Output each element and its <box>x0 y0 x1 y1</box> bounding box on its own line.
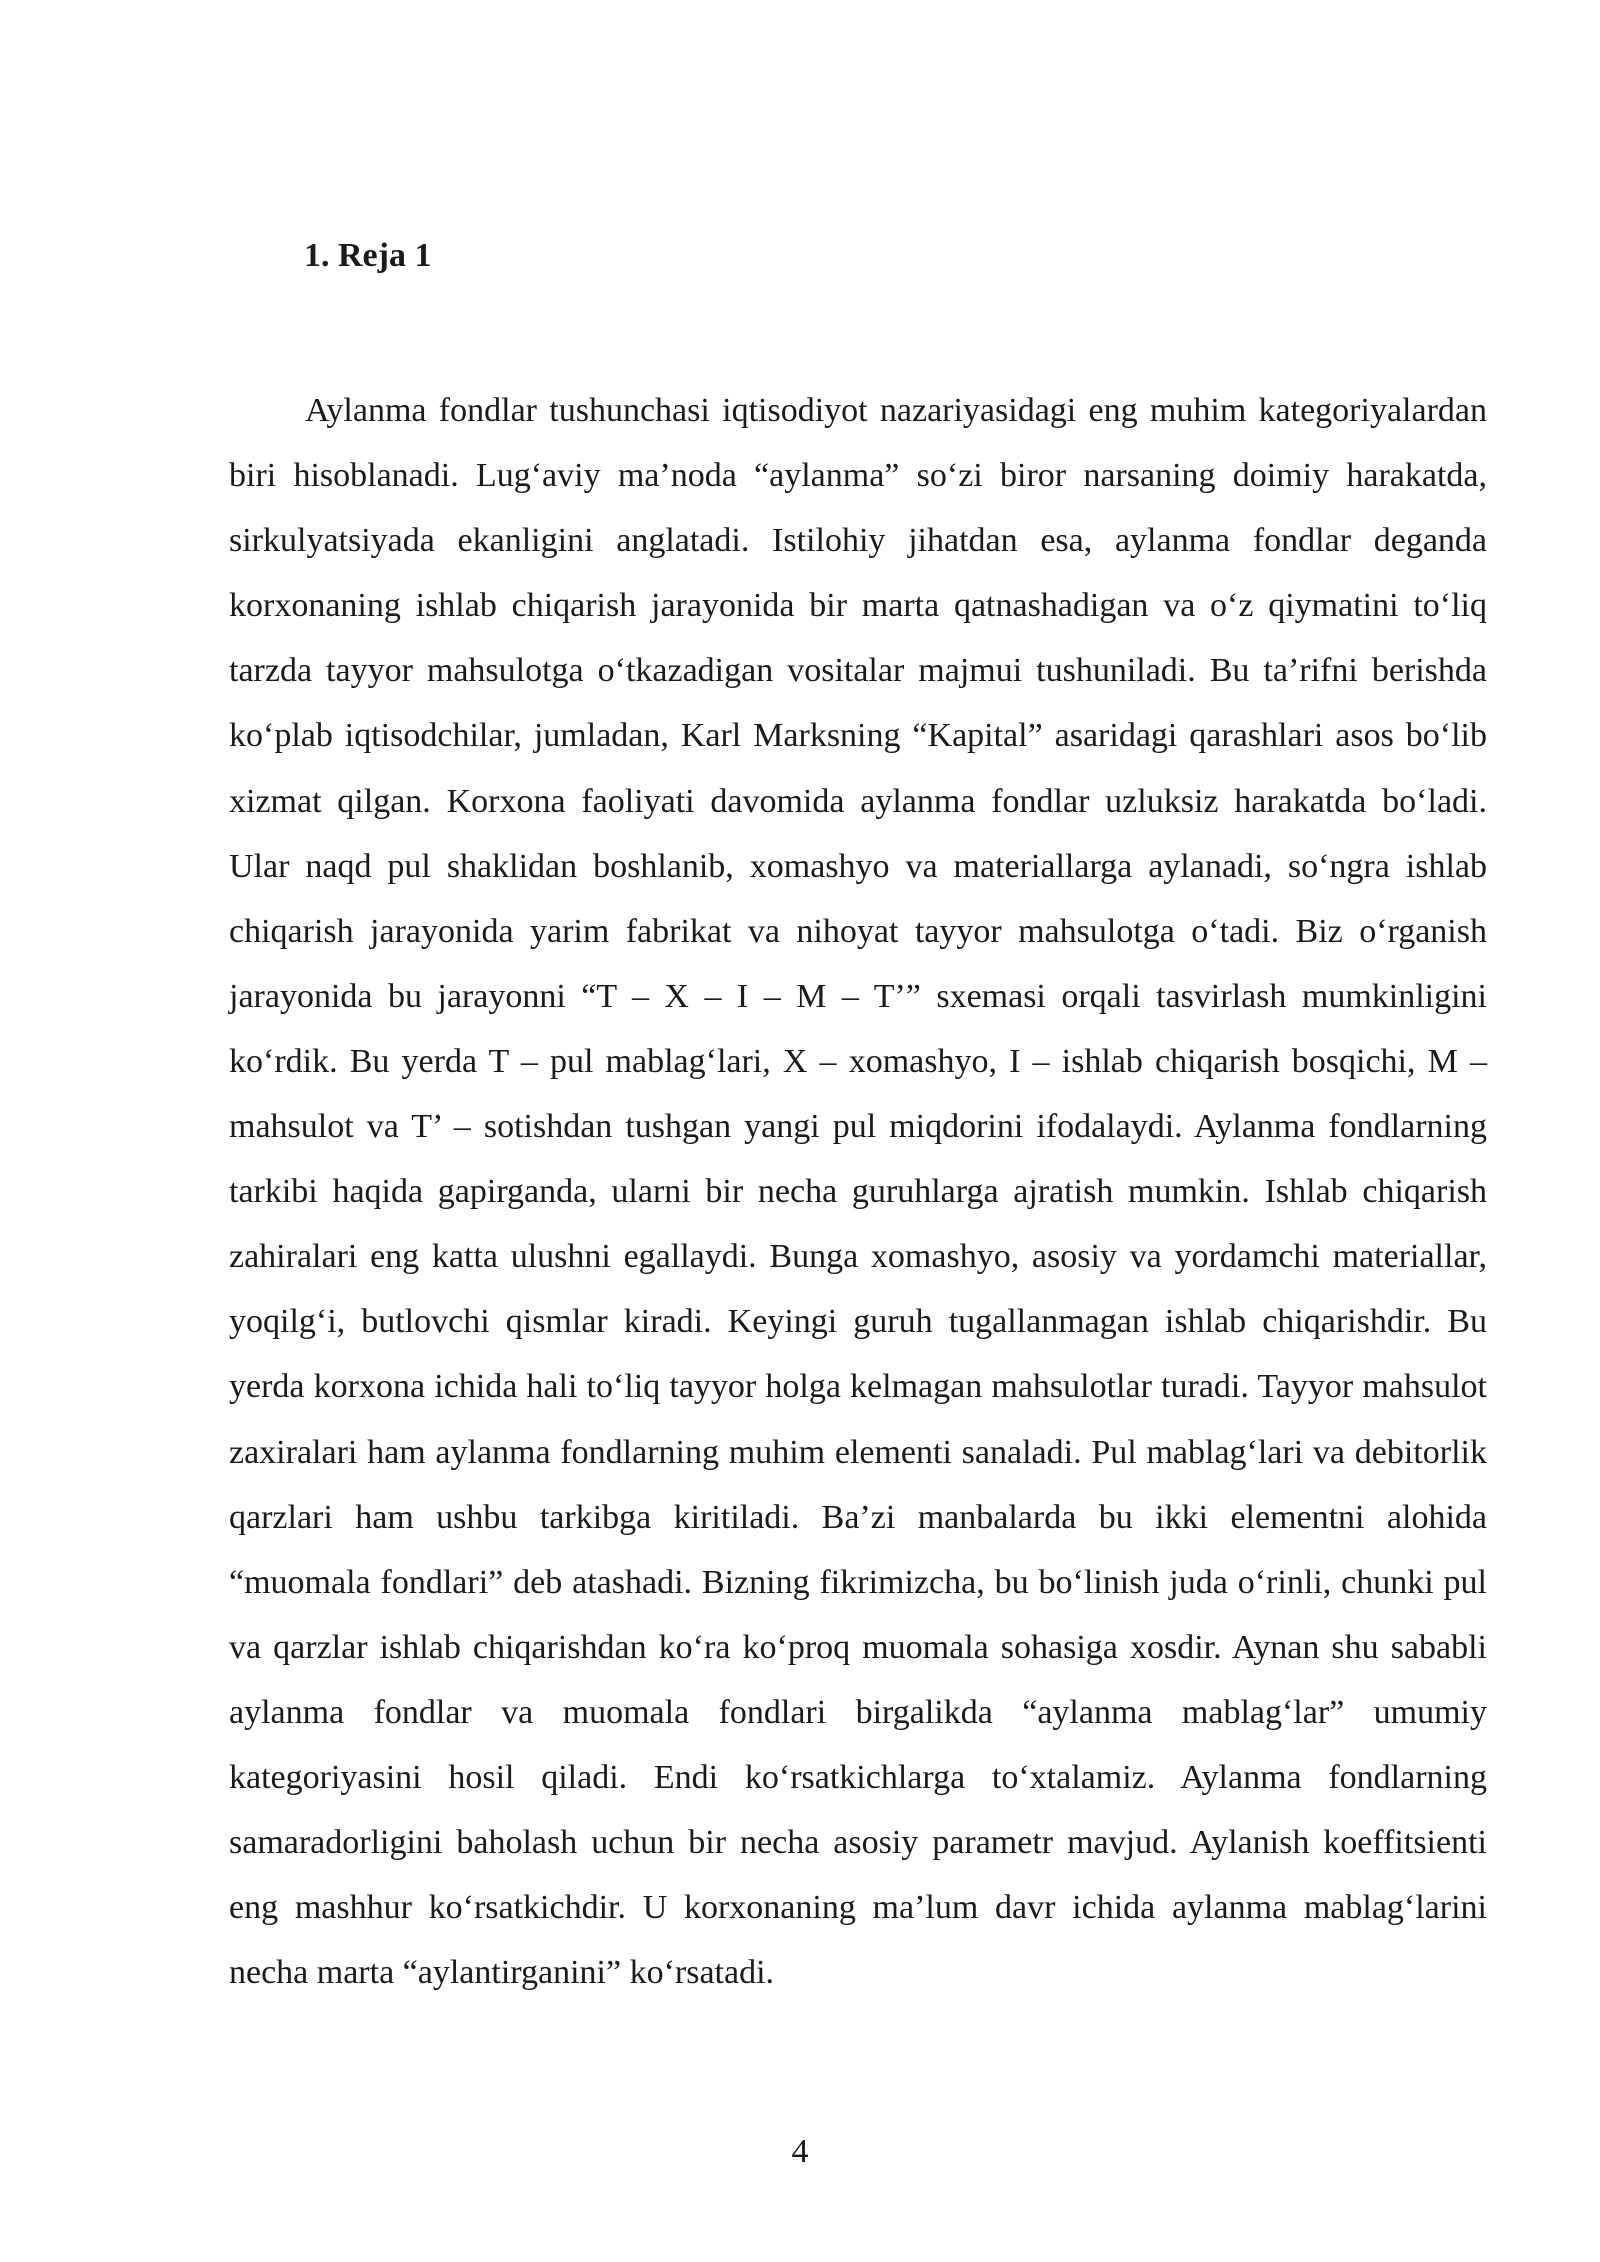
body-paragraph: Aylanma fondlar tushunchasi iqtisodiyot nazariyasidagi eng muhim kategoriyalardan biri hisoblanadi. Lug‘aviy ma’noda “aylanma” so‘zi biror narsaning doimiy harakatda, sirkulyatsiyada ekanligini anglatadi. Istilohiy jihatdan esa, aylanma fondlar deganda korxonaning ishlab chiqarish jarayonida bir marta qatnashadigan va o‘z qiymatini to‘liq tarzda tayyor mahsulotga o‘tkazadigan vositalar majmui tushuniladi. Bu ta’rifni berishda ko‘plab iqtisodchilar, jumladan, Karl Marksning “Kapital” asaridagi qarashlari asos bo‘lib xizmat qilgan. Korxona faoliyati davomida aylanma fondlar uzluksiz harakatda bo‘ladi. Ular naqd pul shaklidan boshlanib, xomashyo va materiallarga aylanadi, so‘ngra ishlab chiqarish jarayonida yarim fabrikat va nihoyat tayyor mahsulotga o‘tadi. Biz o‘rganish jarayonida bu jarayonni “T – X – I – M – T’” sxemasi orqali tasvirlash mumkinligini ko‘rdik. Bu yerda T – pul mablag‘lari, X – xomashyo, I – ishlab chiqarish bosqichi, M – mahsulot va T’ – sotishdan tushgan yangi pul miqdorini ifodalaydi. Aylanma fondlarning tarkibi haqida gapirganda, ularni bir necha guruhlarga ajratish mumkin. Ishlab chiqarish zahiralari eng katta ulushni egallaydi. Bunga xomashyo, asosiy va yordamchi materiallar, yoqilg‘i, butlovchi qismlar kiradi. Keyingi guruh tugallanmagan ishlab chiqarishdir. Bu yerda korxona ichida hali to‘liq tayyor holga kelmagan mahsulotlar turadi. Tayyor mahsulot zaxiralari ham aylanma fondlarning muhim elementi sanaladi. Pul mablag‘lari va debitorlik qarzlari ham ushbu tarkibga kiritiladi. Ba’zi manbalarda bu ikki elementni alohida “muomala fondlari” deb atashadi. Bizning fikrimizcha, bu bo‘linish juda o‘rinli, chunki pul va qarzlar ishlab chiqarishdan ko‘ra ko‘proq muomala sohasiga xosdir. Aynan shu sababli aylanma fondlar va muomala fondlari birgalikda “aylanma mablag‘lar” umumiy kategoriyasini hosil qiladi. Endi ko‘rsatkichlarga to‘xtalamiz. Aylanma fondlarning samaradorligini baholash uchun bir necha asosiy parametr mavjud. Aylanish koeffitsienti eng mashhur ko‘rsatkichdir. U korxonaning ma’lum davr ichida aylanma mablag‘larini necha marta “aylantirganini” ko‘rsatadi. <box>229 392 1487 1992</box>
page-number: 4 <box>791 2133 809 2170</box>
section-heading: 1. Reja 1 <box>304 237 432 274</box>
